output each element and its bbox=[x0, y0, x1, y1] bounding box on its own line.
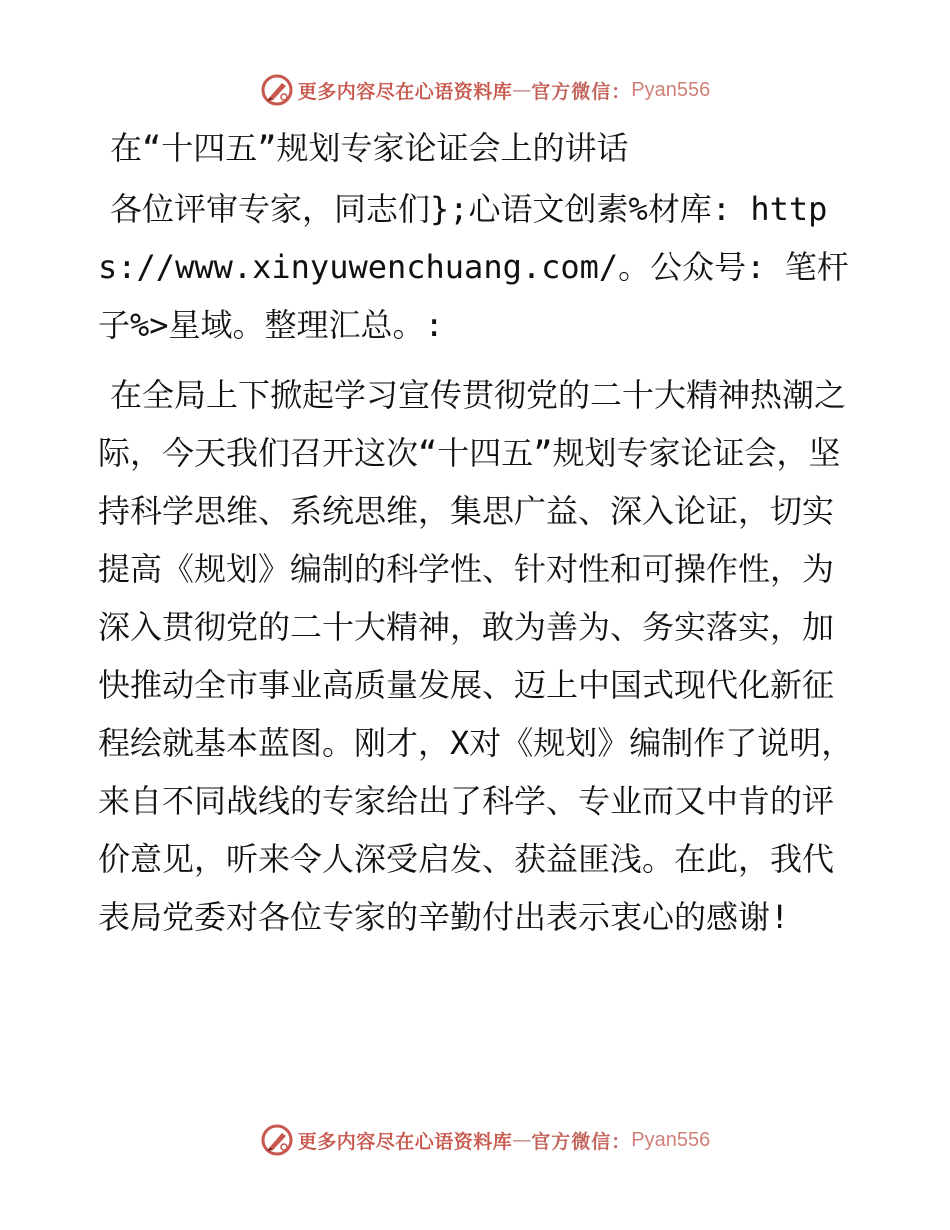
watermark-dash: — bbox=[512, 1129, 532, 1151]
watermark-dash: — bbox=[512, 79, 532, 101]
watermark-brand-text: 更多内容尽在心语资料库 bbox=[297, 80, 513, 103]
watermark-wechat-id: Pyan556 bbox=[631, 1128, 711, 1151]
header-watermark bbox=[0, 70, 950, 110]
document-title: 在“十四五”规划专家论证会上的讲话 bbox=[110, 129, 629, 167]
watermark-label: 官方微信： bbox=[531, 1130, 632, 1153]
watermark-group bbox=[260, 1123, 711, 1157]
watermark-group bbox=[260, 73, 711, 107]
greeting-paragraph: 各位评审专家，同志们};心语文创素%材库: https://www.xinyuwenchuang.com/。公众号: 笔杆子%>星域。整理汇总。: bbox=[98, 190, 849, 344]
watermark-brand-text: 更多内容尽在心语资料库 bbox=[297, 1130, 513, 1153]
pen-logo-icon bbox=[260, 73, 294, 107]
document-content bbox=[98, 120, 858, 958]
body-paragraph: 在全局上下掀起学习宣传贯彻党的二十大精神热潮之际，今天我们召开这次“十四五”规划专家论证会，坚持科学思维、系统思维，集思广益、深入论证，切实提高《规划》编制的科学性、针对性和可操作性，为深入贯彻党的二十大精神，敢为善为、务实落实，加快推动全市事业高质量发展、迈上中国式现代化新征程绘就基本蓝图。刚才，X对《规划》编制作了说明，来自不同战线的专家给出了科学、专业而又中肯的评价意见，听来令人深受启发、获益匪浅。在此，我代表局党委对各位专家的辛勤付出表示衷心的感谢! bbox=[98, 376, 854, 936]
pen-logo-icon bbox=[260, 1123, 294, 1157]
watermark-wechat-id: Pyan556 bbox=[631, 78, 711, 101]
watermark-label: 官方微信： bbox=[531, 80, 632, 103]
footer-watermark bbox=[0, 1120, 950, 1160]
